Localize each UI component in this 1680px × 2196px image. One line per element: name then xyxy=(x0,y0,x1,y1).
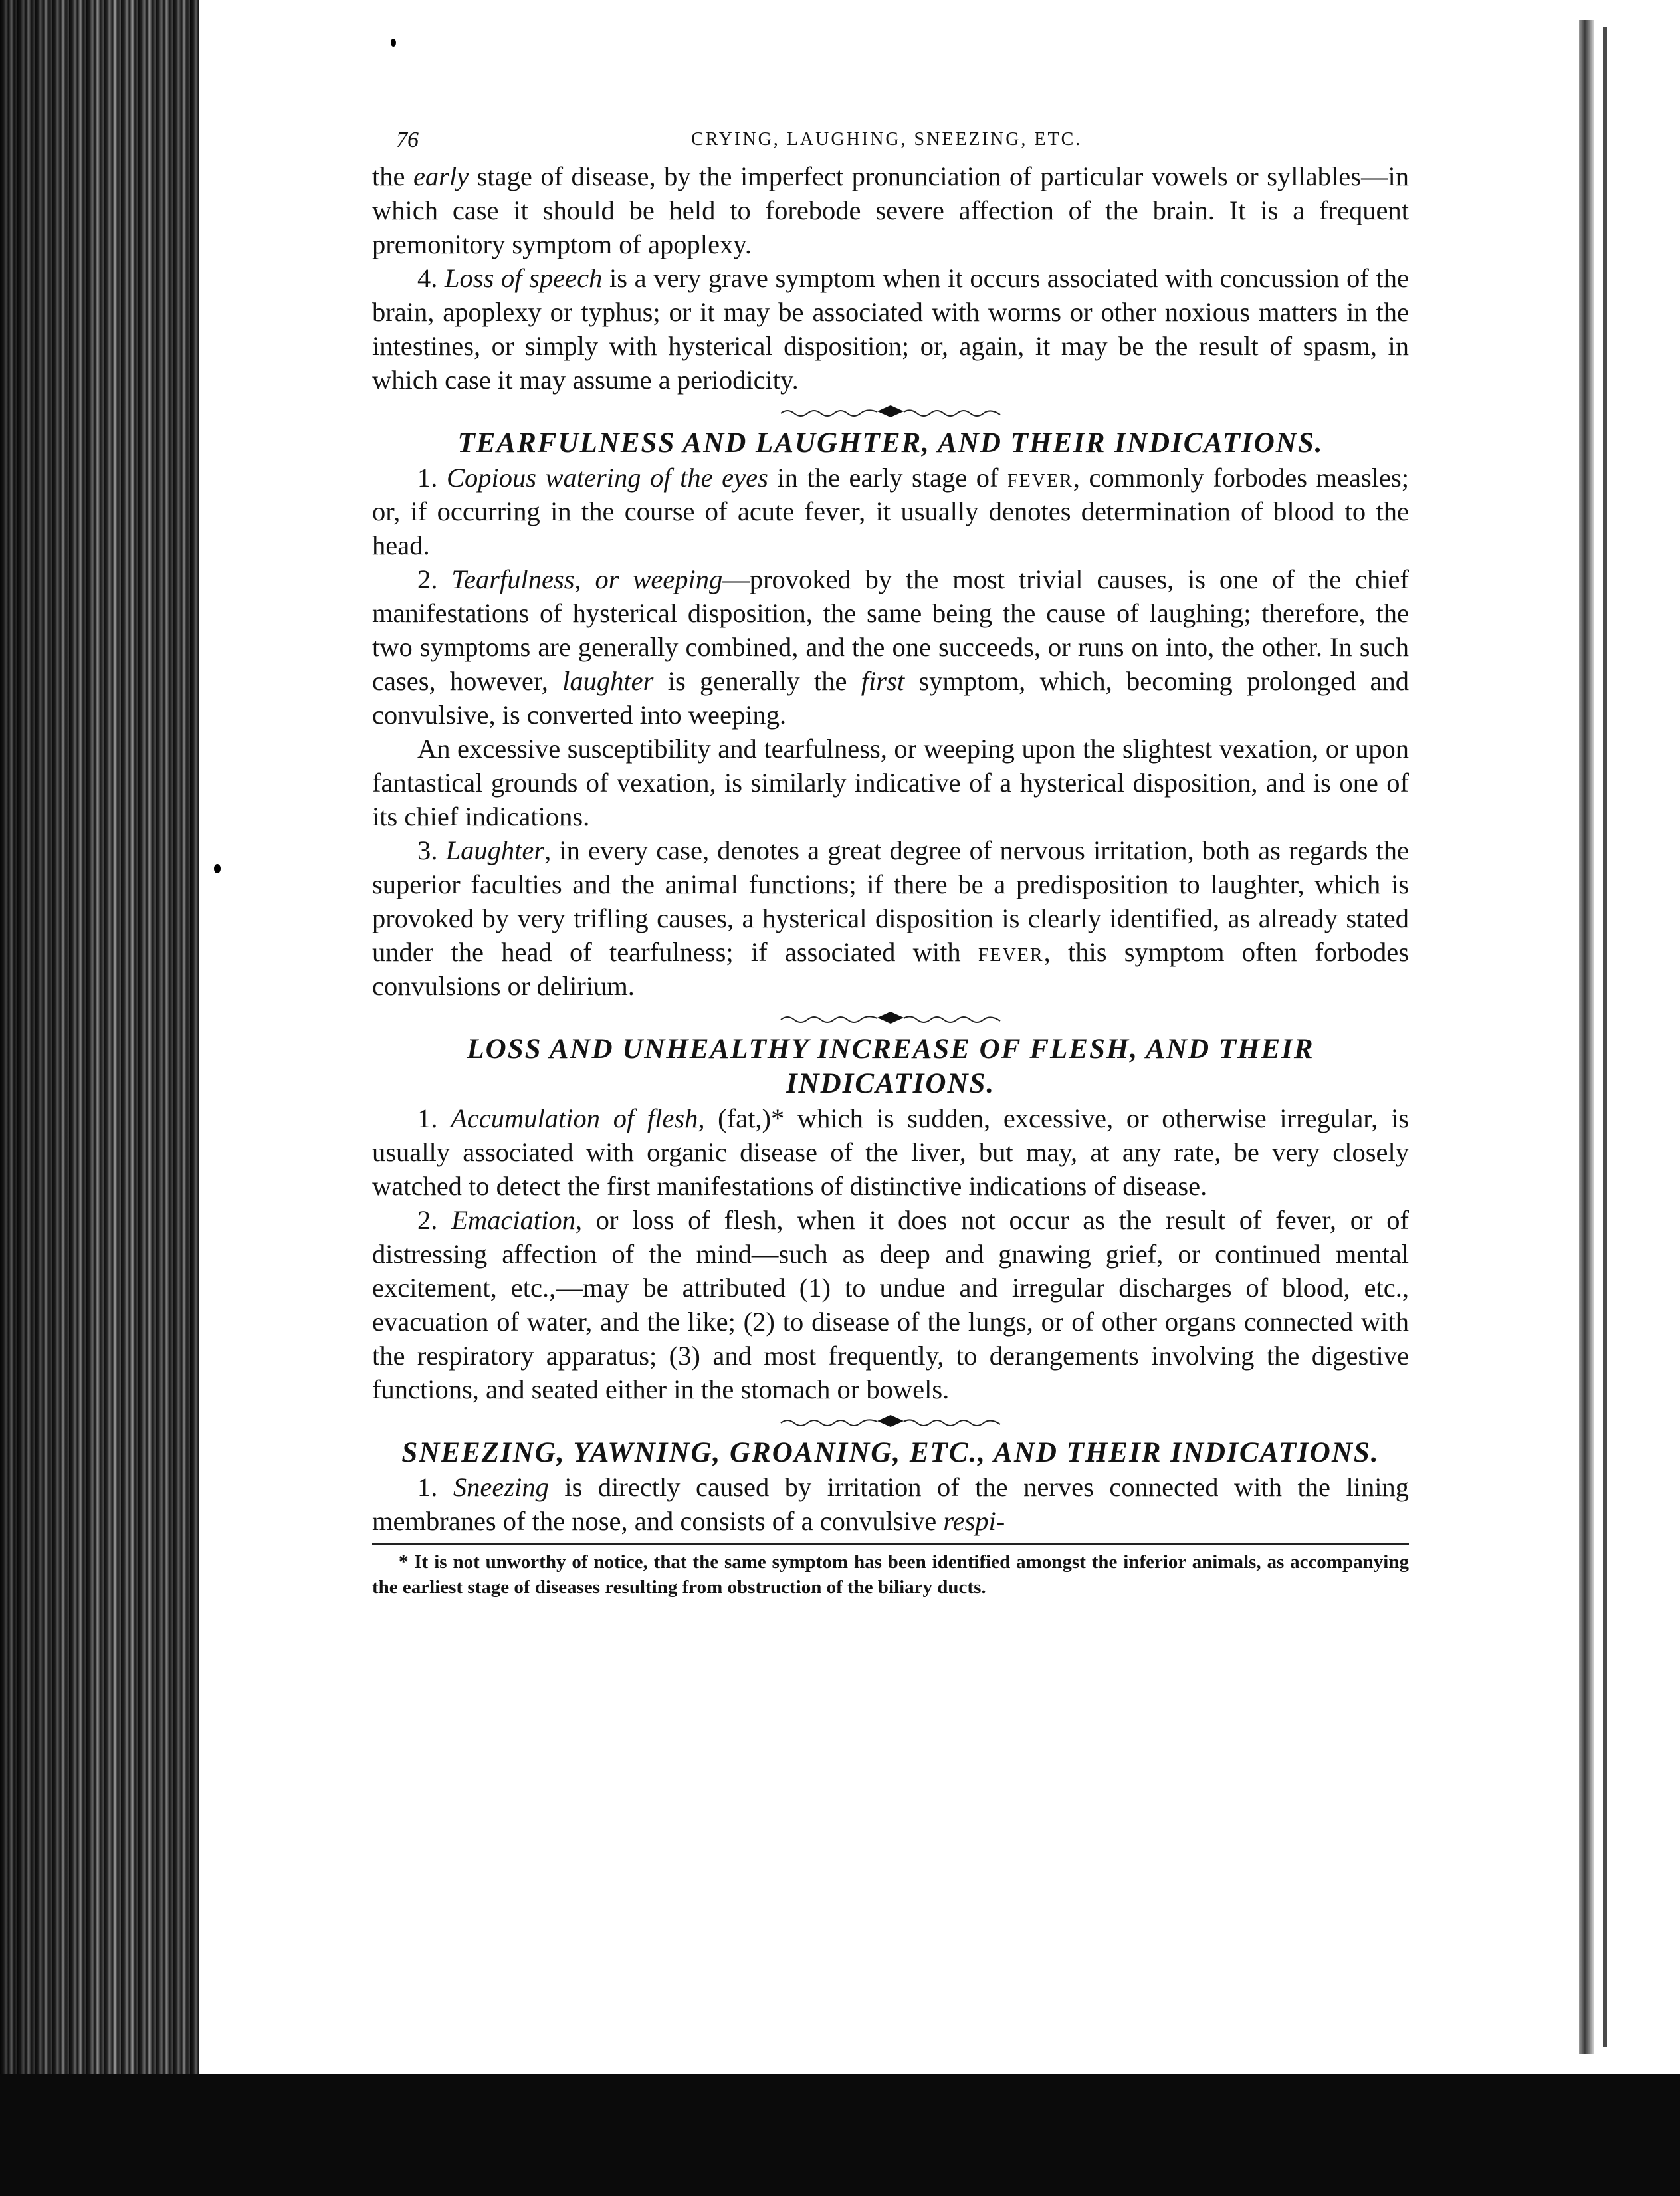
text-run: —provoked by the most trivial causes, is one of the chief manifestations of hysterical disposition, the same being the cause of laughing; therefore, the two symptoms are generally combined, and the one succeeds, or runs on into, the other. In such cases, however, xyxy=(372,564,1409,696)
text-run: 2. xyxy=(417,1205,452,1235)
paragraph xyxy=(372,562,1409,732)
text-run: 3. xyxy=(417,835,446,865)
text-run: stage of disease, by the imperfect pronunciation of particular vowels or syllables—in which case it should be held to forebode severe affection of the brain. It is a frequent premonitory symptom of apoplexy. xyxy=(372,162,1409,259)
page-number: 76 xyxy=(396,128,419,152)
ink-speck xyxy=(391,39,396,47)
italic-run: Sneezing xyxy=(453,1472,549,1502)
section-divider-ornament xyxy=(372,1003,1409,1032)
text-run: An excessive susceptibility and tearfulness, or weeping upon the slightest vexation, or upon fantastical grounds of vexation, is similarly indicative of a hysterical disposition, and is one of its chief indications. xyxy=(372,734,1409,831)
section-divider-ornament xyxy=(372,397,1409,426)
text-run: the xyxy=(372,162,413,191)
text-run: 1. xyxy=(417,1103,451,1133)
text-run: is a very grave symptom when it occurs associated with concussion of the brain, apoplexy or typhus; or it may be associated with worms or other noxious matters in the intestines, or simply with hysterical disposition; or, again, it may be the result of spasm, in which case it may assume a periodicity. xyxy=(372,263,1409,395)
section-flesh xyxy=(372,1032,1409,1406)
text-run: 1. xyxy=(417,1472,453,1502)
italic-run: Copious watering of the eyes xyxy=(446,463,768,493)
text-run: (fat,)* which is sudden, excessive, or otherwise irregular, is usually associated with organic disease of the liver, but may, at any rate, be very closely watched to detect the first manifestations of distinctive indications of disease. xyxy=(372,1103,1409,1201)
section-heading: SNEEZING, YAWNING, GROANING, ETC., AND THEIR INDICATIONS. xyxy=(401,1437,1380,1468)
text-run: 4. xyxy=(417,263,445,293)
italic-run: laughter xyxy=(562,666,654,696)
running-title: CRYING, LAUGHING, SNEEZING, ETC. xyxy=(691,129,1083,150)
italic-run: Emaciation xyxy=(451,1205,576,1235)
running-head xyxy=(372,120,1409,160)
section-heading: TEARFULNESS AND LAUGHTER, AND THEIR INDICATIONS. xyxy=(457,427,1324,459)
section-divider-ornament xyxy=(372,1406,1409,1436)
small-caps-run: fever xyxy=(978,937,1044,967)
text-run: , or loss of flesh, when it does not occur as the result of fever, or of distressing affection of the mind—such as deep and gnawing grief, or continued mental excitement, etc.,—may be attributed (1) to undue and irregular discharges of blood, etc., evacuation of water, and the like; (2) to disease of the lungs, or of other organs connected with the respiratory apparatus; (3) and most frequently, to derangements involving the digestive functions, and seated either in the stomach or bowels. xyxy=(372,1205,1409,1404)
text-run: , in every case, denotes a great degree of nervous irritation, both as regards the superior faculties and the animal functions; if there be a predisposition to laughter, which is provoked by very trifling causes, a hysterical disposition is clearly identified, as already stated under the head of tearfulness; if associated with xyxy=(372,835,1410,967)
paragraph xyxy=(372,1101,1409,1203)
page-edge-line xyxy=(1603,27,1607,2047)
footnote-rule xyxy=(372,1543,1409,1545)
page-edge-right xyxy=(1579,20,1594,2054)
paragraph xyxy=(372,833,1409,1003)
text-run: in the early stage of xyxy=(768,463,1008,493)
text-run: , this symptom often forbodes convulsions or delirium. xyxy=(372,937,1409,1001)
paragraph xyxy=(372,261,1409,397)
paragraph xyxy=(372,160,1409,261)
italic-run: respi- xyxy=(943,1506,1005,1536)
spine-shadow xyxy=(0,0,199,2074)
italic-run: Loss of speech xyxy=(445,263,603,293)
italic-run: Accumulation of flesh, xyxy=(451,1103,705,1133)
paragraph xyxy=(372,461,1409,562)
paragraph xyxy=(372,1470,1409,1538)
italic-run: early xyxy=(413,162,469,191)
italic-run: first xyxy=(861,666,905,696)
italic-run: Laughter xyxy=(445,835,545,865)
section-sneezing xyxy=(372,1436,1409,1538)
scan-border-bottom xyxy=(0,2074,1680,2196)
text-run: , commonly forbodes measles; or, if occurring in the course of acute fever, it usually denotes determination of blood to the head. xyxy=(372,463,1409,560)
section-tearfulness xyxy=(372,426,1409,1003)
ink-speck xyxy=(214,864,221,873)
paragraph xyxy=(372,1203,1409,1406)
italic-run: Tearfulness, or weeping xyxy=(451,564,723,594)
small-caps-run: fever xyxy=(1007,463,1073,493)
text-run: symptom, which, becoming prolonged and convulsive, is converted into weeping. xyxy=(372,666,1410,730)
text-run: 1. xyxy=(417,463,447,493)
text-run: 2. xyxy=(417,564,452,594)
text-run: is generally the xyxy=(653,666,861,696)
text-run: is directly caused by irritation of the nerves connected with the lining membranes of the nose, and consists of a convulsive xyxy=(372,1472,1409,1536)
book-page xyxy=(372,120,1409,1600)
footnote: * It is not unworthy of notice, that the same symptom has been identified amongst the inferior animals, as accompanying the earliest stage of diseases resulting from obstruction of the biliary ducts. xyxy=(372,1551,1409,1598)
paragraph xyxy=(372,732,1409,833)
section-heading: LOSS AND UNHEALTHY INCREASE OF FLESH, AND THEIR INDICATIONS. xyxy=(467,1034,1314,1099)
